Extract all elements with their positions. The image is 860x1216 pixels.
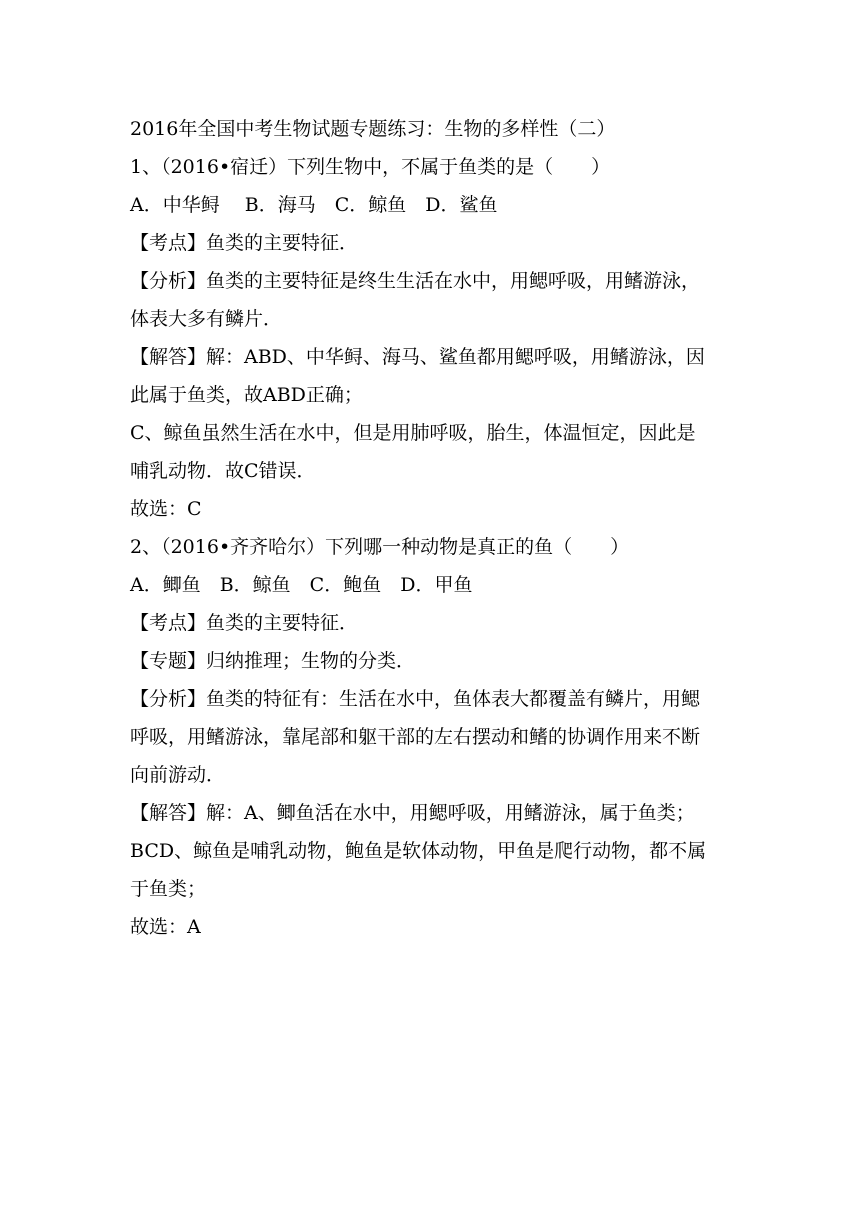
- question-1-answer: 故选：C: [130, 498, 202, 520]
- question-1-options: A．中华鲟 B．海马 C．鲸鱼 D．鲨鱼: [130, 194, 498, 216]
- question-2-jieda-line: 【解答】解：A、鲫鱼活在水中，用鳃呼吸，用鳍游泳，属于鱼类；: [130, 802, 695, 824]
- question-2-jieda-line: 于鱼类；: [130, 878, 207, 900]
- question-1-jieda-line: 【解答】解：ABD、中华鲟、海马、鲨鱼都用鳃呼吸，用鳍游泳，因: [130, 346, 705, 368]
- question-2-fenxi-line: 呼吸，用鳍游泳，靠尾部和躯干部的左右摆动和鳍的协调作用来不断: [130, 726, 701, 748]
- question-1-fenxi-line: 【分析】鱼类的主要特征是终生生活在水中，用鳃呼吸，用鳍游泳，: [130, 270, 701, 292]
- question-2-fenxi-line: 【分析】鱼类的特征有：生活在水中，鱼体表大都覆盖有鳞片，用鳃: [130, 688, 701, 710]
- question-1-fenxi-line: 体表大多有鳞片．: [130, 308, 283, 330]
- question-1-jieda-line: 此属于鱼类，故ABD正确；: [130, 384, 363, 406]
- question-2-kaodian: 【考点】鱼类的主要特征．: [130, 612, 359, 634]
- question-1-stem: 1、（2016•宿迁）下列生物中，不属于鱼类的是（ ）: [130, 156, 611, 178]
- question-2-answer: 故选：A: [130, 916, 201, 938]
- question-2-zhuanti: 【专题】归纳推理；生物的分类．: [130, 650, 416, 672]
- document-title: 2016年全国中考生物试题专题练习：生物的多样性（二）: [130, 118, 616, 140]
- document-body: [130, 110, 740, 946]
- question-2-fenxi-line: 向前游动．: [130, 764, 226, 786]
- question-2-stem: 2、（2016•齐齐哈尔）下列哪一种动物是真正的鱼（ ）: [130, 536, 630, 558]
- question-1-kaodian: 【考点】鱼类的主要特征．: [130, 232, 359, 254]
- question-1-jieda-line: 哺乳动物．故C错误．: [130, 460, 316, 482]
- question-2-options: A．鲫鱼 B．鲸鱼 C．鲍鱼 D．甲鱼: [130, 574, 473, 596]
- question-2-jieda-line: BCD、鲸鱼是哺乳动物，鲍鱼是软体动物，甲鱼是爬行动物，都不属: [130, 840, 707, 862]
- question-1-jieda-line: C、鲸鱼虽然生活在水中，但是用肺呼吸，胎生，体温恒定，因此是: [130, 422, 696, 444]
